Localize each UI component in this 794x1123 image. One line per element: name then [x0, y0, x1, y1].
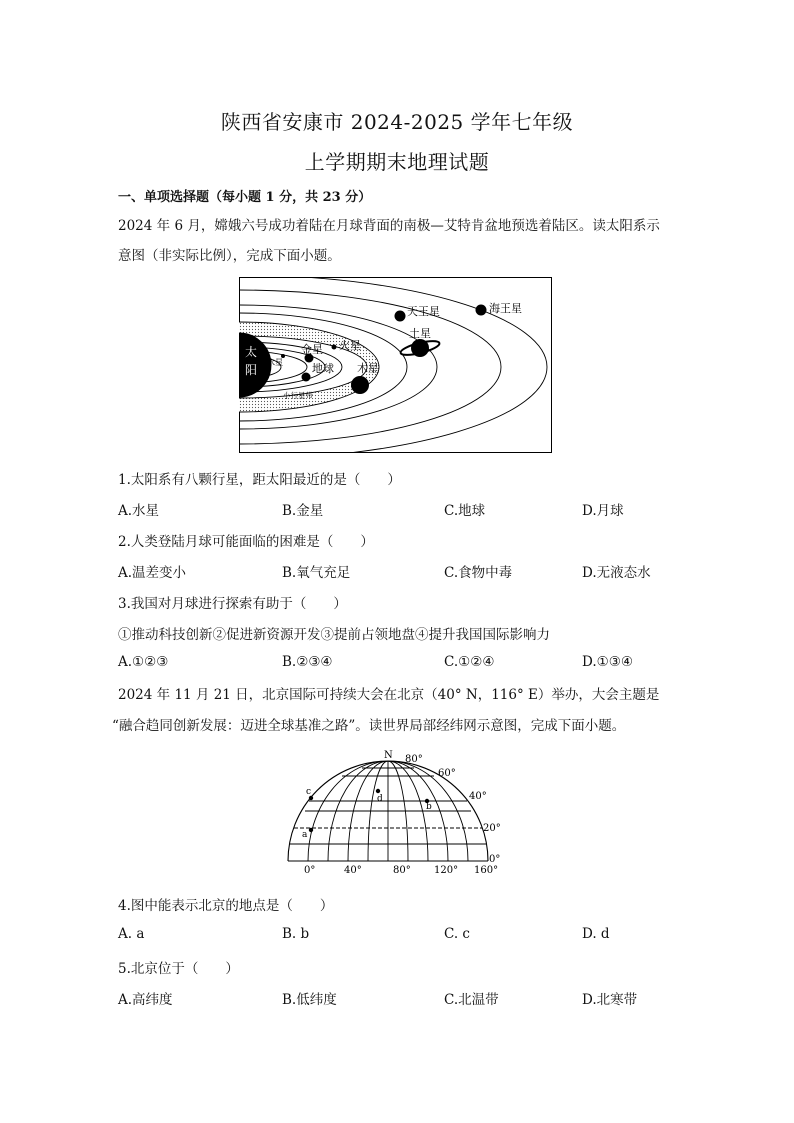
lat-80-label: 80° [405, 754, 423, 765]
point-d-dot [376, 789, 380, 793]
q3-option-a[interactable]: A.①②③ [118, 654, 169, 670]
q5-option-b[interactable]: B.低纬度 [282, 992, 337, 1008]
question-3-points: ①推动科技创新②促进新资源开发③提前占领地盘④提升我国国际影响力 [118, 627, 550, 643]
q4-option-b[interactable]: B. b [282, 926, 310, 942]
q5-option-d[interactable]: D.北寒带 [582, 992, 638, 1008]
q2-option-c[interactable]: C.食物中毒 [444, 565, 513, 581]
earth-label: 地球 [312, 362, 334, 375]
q2-option-b[interactable]: B.氧气充足 [282, 565, 351, 581]
q3-option-b[interactable]: B.②③④ [282, 654, 333, 670]
q4-option-c[interactable]: C. c [444, 926, 470, 942]
north-label: N [384, 750, 393, 761]
q2-option-d[interactable]: D.无液态水 [582, 565, 651, 581]
lon-40-label: 40° [344, 865, 362, 876]
intro-paragraph-1-line2: 意图（非实际比例），完成下面小题。 [118, 248, 341, 264]
q3-option-c[interactable]: C.①②④ [444, 654, 495, 670]
lon-0-label: 0° [304, 865, 316, 876]
q4-option-d[interactable]: D. d [582, 926, 610, 942]
point-c-label: c [306, 787, 312, 797]
q1-option-d[interactable]: D.月球 [582, 503, 624, 519]
q1-option-c[interactable]: C.地球 [444, 503, 486, 519]
q5-option-a[interactable]: A.高纬度 [118, 992, 173, 1008]
point-d-label: d [377, 794, 383, 804]
question-4-stem: 4.图中能表示北京的地点是（ ） [118, 898, 334, 914]
q1-option-b[interactable]: B.金星 [282, 503, 324, 519]
sun-label-2: 阳 [245, 363, 258, 377]
sun-label-1: 太 [245, 345, 258, 359]
asteroid-belt-label: 小行星带 [283, 391, 313, 400]
solar-system-diagram [239, 277, 553, 454]
page-title-line2: 上学期期末地理试题 [304, 150, 490, 174]
intro-paragraph-1-line1: 2024 年 6 月，嫦娥六号成功着陆在月球背面的南极—艾特肯盆地预选着陆区。读太阳系示 [118, 218, 660, 234]
point-a-label: a [302, 830, 308, 840]
mars-dot [332, 345, 337, 350]
lon-120-label: 120° [434, 865, 459, 876]
uranus-label: 天王星 [407, 305, 440, 318]
question-5-stem: 5.北京位于（ ） [118, 961, 239, 977]
point-a-dot [309, 828, 313, 832]
question-2-stem: 2.人类登陆月球可能面临的困难是（ ） [118, 534, 374, 550]
lat-60-label: 60° [438, 768, 456, 779]
lat-40-label: 40° [469, 791, 487, 802]
lon-80-label: 80° [393, 865, 411, 876]
neptune-label: 海王星 [489, 302, 522, 315]
jupiter-dot [351, 376, 369, 394]
q1-option-a[interactable]: A.水星 [118, 503, 160, 519]
section-heading: 一、单项选择题（每小题 1 分，共 23 分） [118, 190, 372, 205]
intro-paragraph-2-line2: “融合趋同创新发展：迈进全球基准之路”。读世界局部经纬网示意图，完成下面小题。 [112, 718, 626, 734]
lat-long-grid-diagram [280, 746, 505, 878]
earth-dot [302, 373, 311, 382]
venus-label: 金星 [301, 343, 323, 356]
q2-option-a[interactable]: A.温差变小 [118, 565, 187, 581]
uranus-dot [395, 311, 406, 322]
question-3-stem: 3.我国对月球进行探索有助于（ ） [118, 596, 347, 612]
q3-option-d[interactable]: D.①③④ [582, 654, 633, 670]
question-1-stem: 1.太阳系有八颗行星，距太阳最近的是（ ） [118, 472, 401, 488]
neptune-dot [476, 305, 487, 316]
jupiter-label: 木星 [357, 362, 379, 375]
intro-paragraph-2-line1: 2024 年 11 月 21 日，北京国际可持续大会在北京（40° N，116° E）举办，大会主题是 [118, 687, 660, 703]
q4-option-a[interactable]: A. a [118, 926, 145, 942]
mars-label: 火星 [339, 339, 361, 352]
saturn-label: 土星 [409, 327, 431, 340]
lat-20-label: 20° [483, 823, 501, 834]
lat-0-label: 0° [489, 854, 501, 865]
lon-160-label: 160° [474, 865, 499, 876]
mercury-label: 水星 [267, 358, 283, 367]
q5-option-c[interactable]: C.北温带 [444, 992, 499, 1008]
page-title-line1: 陕西省安康市 2024-2025 学年七年级 [220, 110, 574, 134]
point-b-label: b [426, 802, 432, 812]
